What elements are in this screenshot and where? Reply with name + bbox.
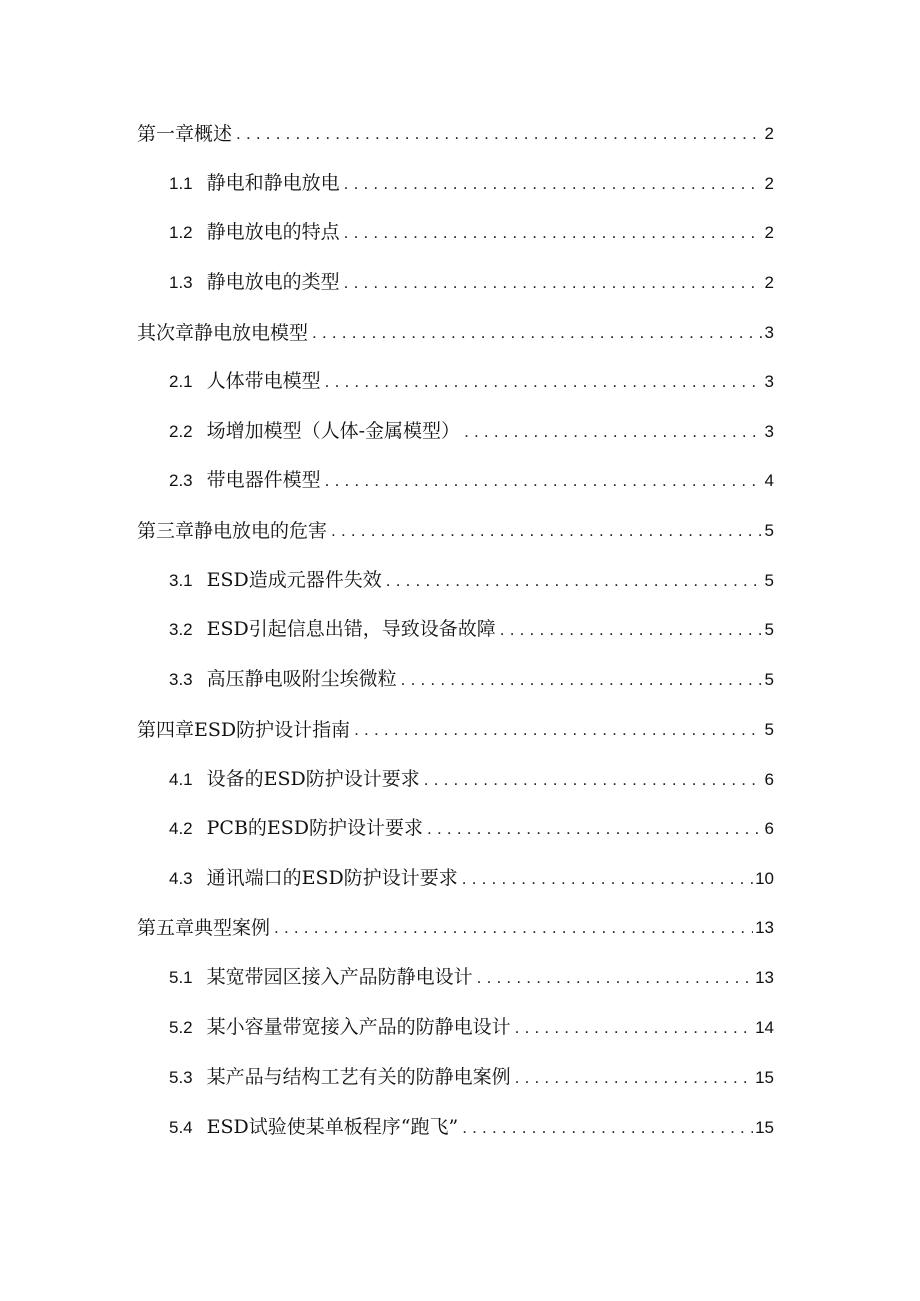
toc-title: 某宽带园区接入产品防静电设计 xyxy=(206,966,473,988)
toc-section-2-2 xyxy=(0,414,774,444)
toc-page-number: 13 xyxy=(755,918,774,937)
toc-section-4-3 xyxy=(0,861,774,891)
toc-page-number: 6 xyxy=(764,819,774,838)
toc-title: 其次章静电放电模型 xyxy=(137,322,309,344)
dot-leader xyxy=(340,221,762,245)
toc-section-3-3 xyxy=(0,662,774,692)
dot-leader xyxy=(308,321,762,345)
toc-section-number: 1.3 xyxy=(169,273,193,292)
toc-section-4-1 xyxy=(0,762,774,792)
dot-leader xyxy=(350,718,762,742)
toc-title: 某小容量带宽接入产品的防静电设计 xyxy=(206,1016,511,1038)
dot-leader xyxy=(458,1116,753,1140)
dot-leader xyxy=(321,370,762,394)
toc-title: 第三章静电放电的危害 xyxy=(137,520,328,542)
toc-section-number: 3.1 xyxy=(169,571,193,590)
toc-section-4-2 xyxy=(0,811,774,841)
dot-leader xyxy=(340,172,762,196)
toc-title: PCB的ESD防护设计要求 xyxy=(206,817,424,839)
toc-title: 第四章ESD防护设计指南 xyxy=(137,719,351,741)
toc-page-number: 2 xyxy=(764,273,774,292)
toc-title: 某产品与结构工艺有关的防静电案例 xyxy=(206,1066,511,1088)
toc-title: 静电和静电放电 xyxy=(206,172,340,194)
toc-title: ESD造成元器件失效 xyxy=(206,569,382,591)
toc-page-number: 10 xyxy=(755,869,774,888)
toc-section-3-2 xyxy=(0,612,774,642)
toc-section-5-3 xyxy=(0,1060,774,1090)
dot-leader xyxy=(321,469,762,493)
toc-section-number: 5.2 xyxy=(169,1018,193,1037)
toc-title: 人体带电模型 xyxy=(206,370,321,392)
toc-title: 第五章典型案例 xyxy=(137,917,271,939)
toc-section-2-3 xyxy=(0,463,774,493)
toc-title: 静电放电的特点 xyxy=(206,221,340,243)
toc-section-number: 4.3 xyxy=(169,869,193,888)
toc-section-1-3 xyxy=(0,265,774,295)
toc-title: ESD引起信息出错，导致设备故障 xyxy=(206,618,496,640)
toc-section-number: 5.3 xyxy=(169,1068,193,1087)
toc-chapter-4 xyxy=(0,712,774,742)
dot-leader xyxy=(270,916,753,940)
toc-section-number: 3.3 xyxy=(169,670,193,689)
dot-leader xyxy=(423,817,762,841)
toc-title: 通讯端口的ESD防护设计要求 xyxy=(206,867,458,889)
toc-section-3-1 xyxy=(0,563,774,593)
toc-chapter-5 xyxy=(0,910,774,940)
toc-page-number: 5 xyxy=(764,571,774,590)
toc-section-number: 2.3 xyxy=(169,471,193,490)
toc-section-number: 5.1 xyxy=(169,968,193,987)
toc-section-2-1 xyxy=(0,364,774,394)
toc-title: 设备的ESD防护设计要求 xyxy=(206,768,420,790)
toc-page-number: 2 xyxy=(764,174,774,193)
toc-section-number: 4.1 xyxy=(169,770,193,789)
toc-page-number: 6 xyxy=(764,770,774,789)
toc-title: 第一章概述 xyxy=(137,123,233,145)
toc-page-number: 2 xyxy=(764,124,774,143)
toc-section-1-2 xyxy=(0,215,774,245)
toc-section-number: 5.4 xyxy=(169,1118,193,1137)
toc-page-number: 5 xyxy=(764,521,774,540)
toc-page-number: 5 xyxy=(764,620,774,639)
toc-page-number: 3 xyxy=(764,323,774,342)
dot-leader xyxy=(458,867,753,891)
toc-section-number: 3.2 xyxy=(169,620,193,639)
toc-section-5-1 xyxy=(0,960,774,990)
dot-leader xyxy=(382,569,762,593)
dot-leader xyxy=(397,668,762,692)
toc-page-number: 15 xyxy=(755,1068,774,1087)
toc-title: 高压静电吸附尘埃微粒 xyxy=(206,668,397,690)
toc-section-5-2 xyxy=(0,1010,774,1040)
toc-page-number: 15 xyxy=(755,1118,774,1137)
toc-page-number: 5 xyxy=(764,670,774,689)
dot-leader xyxy=(460,420,762,444)
toc-section-number: 2.1 xyxy=(169,372,193,391)
toc-page-number: 2 xyxy=(764,223,774,242)
dot-leader xyxy=(327,519,762,543)
toc-section-number: 1.1 xyxy=(169,174,193,193)
toc-chapter-1 xyxy=(0,116,774,146)
toc-title: ESD试验使某单板程序“跑飞” xyxy=(206,1116,459,1138)
toc-page-number: 3 xyxy=(764,372,774,391)
toc-chapter-3 xyxy=(0,513,774,543)
dot-leader xyxy=(511,1066,753,1090)
toc-page-number: 13 xyxy=(755,968,774,987)
dot-leader xyxy=(232,122,762,146)
toc-title: 静电放电的类型 xyxy=(206,271,340,293)
dot-leader xyxy=(511,1016,753,1040)
dot-leader xyxy=(473,966,753,990)
toc-section-number: 2.2 xyxy=(169,422,193,441)
dot-leader xyxy=(340,271,762,295)
toc-section-5-4 xyxy=(0,1110,774,1140)
toc-title: 带电器件模型 xyxy=(206,469,321,491)
toc-section-1-1 xyxy=(0,166,774,196)
toc-page-number: 5 xyxy=(764,720,774,739)
toc-section-number: 1.2 xyxy=(169,223,193,242)
toc-title: 场增加模型（人体-金属模型） xyxy=(206,420,461,442)
toc-page-number: 14 xyxy=(755,1018,774,1037)
toc-chapter-2 xyxy=(0,315,774,345)
toc-page-number: 3 xyxy=(764,422,774,441)
toc-section-number: 4.2 xyxy=(169,819,193,838)
dot-leader xyxy=(420,768,762,792)
dot-leader xyxy=(496,618,762,642)
toc-page-number: 4 xyxy=(764,471,774,490)
